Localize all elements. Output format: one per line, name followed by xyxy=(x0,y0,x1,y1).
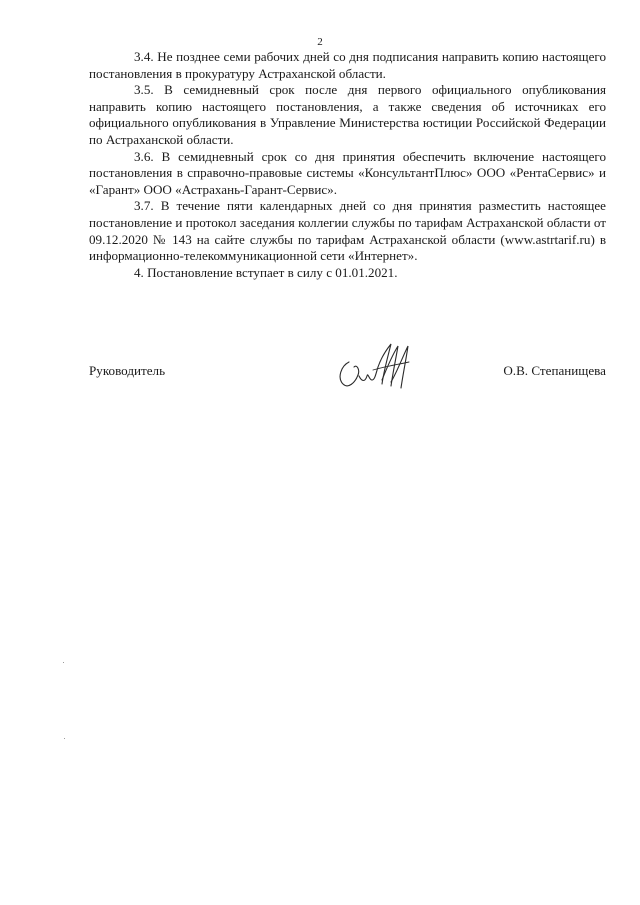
paragraph-4: 4. Постановление вступает в силу с 01.01.2021. xyxy=(134,264,398,280)
paragraph-3-4: 3.4. Не позднее семи рабочих дней со дня подписания направить копию настоящего постановления в прокуратуру Астраханской области. xyxy=(89,49,606,81)
handwritten-signature xyxy=(335,340,419,398)
signature-block xyxy=(89,358,606,398)
signatory-title: Руководитель xyxy=(89,363,166,378)
page-number: 2 xyxy=(317,36,323,48)
scan-speck xyxy=(63,662,64,663)
paragraph-3-5: 3.5. В семидневный срок после дня первого официального опубликования направить копию настоящего постановления, а также сведения об источниках его официального опубликования в Управление Министерства юстиции Российской Федерации по Астраханской области. xyxy=(89,82,606,147)
paragraph-3-6: 3.6. В семидневный срок со дня принятия обеспечить включение настоящего постановления в справочно-правовые системы «КонсультантПлюс» ООО «РентаСервис» и «Гарант» ООО «Астрахань-Гарант-Сервис». xyxy=(89,148,606,197)
paragraph-3-7: 3.7. В течение пяти календарных дней со дня принятия разместить настоящее постановление и протокол заседания коллегии службы по тарифам Астраханской области от 09.12.2020 № 143 на сайте службы по тарифам Астраханской области (www.astrtarif.ru) в информационно-телекоммуникационной сети «Интернет». xyxy=(89,198,606,264)
scan-speck xyxy=(64,738,65,739)
document-body xyxy=(89,49,606,281)
signatory-name: О.В. Степанищева xyxy=(503,363,606,378)
